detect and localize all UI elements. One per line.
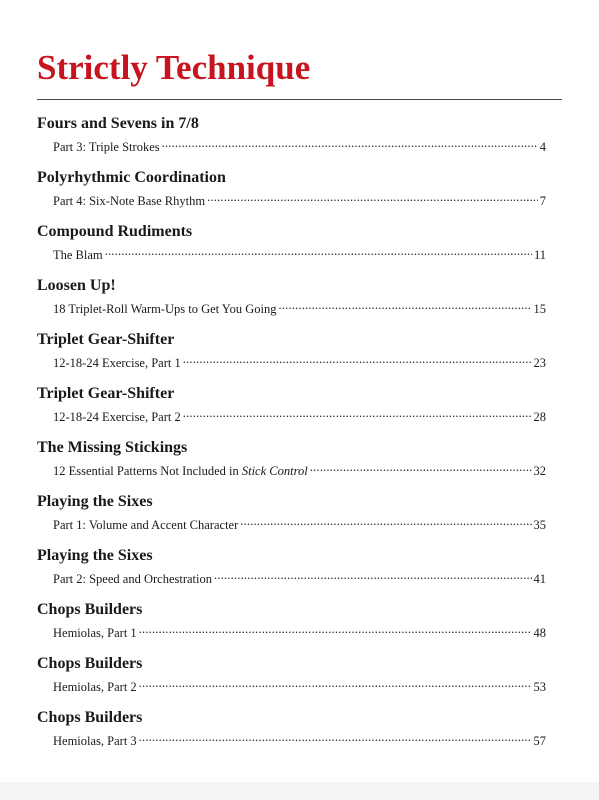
toc-entry-line (53, 405, 546, 424)
table-of-contents (37, 113, 546, 761)
toc-entry-heading: Fours and Sevens in 7/8 (37, 115, 199, 132)
toc-entry-line (53, 675, 546, 694)
dot-leader (278, 297, 531, 313)
toc-entry-heading: Triplet Gear-Shifter (37, 331, 175, 348)
toc-entry (37, 113, 546, 167)
toc-entry-line (53, 621, 546, 640)
dot-leader (139, 729, 532, 745)
toc-entry (37, 545, 546, 599)
dot-leader (105, 243, 532, 259)
toc-entry (37, 275, 546, 329)
toc-entry-line (53, 243, 546, 262)
toc-entry-page-number: 53 (533, 680, 546, 694)
toc-entry-subtitle: Part 2: Speed and Orchestration (53, 572, 212, 586)
toc-entry-page-number: 41 (533, 572, 546, 586)
dot-leader (207, 189, 538, 205)
dot-leader (139, 675, 532, 691)
toc-entry-page-number: 4 (539, 140, 546, 154)
toc-entry (37, 437, 546, 491)
dot-leader (214, 567, 532, 583)
toc-entry-line (53, 729, 546, 748)
dot-leader (240, 513, 531, 529)
toc-entry-page-number: 28 (533, 410, 546, 424)
toc-entry-subtitle: 18 Triplet-Roll Warm-Ups to Get You Going (53, 302, 277, 316)
toc-entry-page-number: 15 (533, 302, 546, 316)
toc-entry-subtitle (53, 463, 308, 479)
title-divider (37, 99, 562, 100)
toc-entry-line (53, 135, 546, 154)
page-title: Strictly Technique (37, 48, 311, 87)
toc-entry-subtitle: Hemiolas, Part 2 (53, 680, 137, 694)
toc-entry-subtitle: 12-18-24 Exercise, Part 1 (53, 356, 181, 370)
toc-entry-subtitle: The Blam (53, 248, 103, 262)
toc-entry (37, 221, 546, 275)
dot-leader (139, 621, 532, 637)
toc-entry-heading: Playing the Sixes (37, 547, 153, 564)
toc-entry-heading: Loosen Up! (37, 277, 116, 294)
toc-entry-subtitle-italic: Stick Control (241, 464, 308, 478)
toc-entry-page-number: 32 (533, 464, 546, 478)
toc-entry-heading: Chops Builders (37, 709, 143, 726)
page-bottom-margin (0, 782, 599, 800)
toc-entry-line (53, 567, 546, 586)
toc-entry-subtitle: Part 4: Six-Note Base Rhythm (53, 194, 206, 208)
toc-entry-line (53, 513, 546, 532)
toc-entry-heading: Triplet Gear-Shifter (37, 385, 175, 402)
toc-entry (37, 599, 546, 653)
toc-entry-line (53, 189, 546, 208)
toc-entry-page-number: 23 (533, 356, 546, 370)
toc-entry-heading: Polyrhythmic Coordination (37, 169, 226, 186)
toc-entry-heading: Compound Rudiments (37, 223, 193, 240)
toc-entry-subtitle: Hemiolas, Part 1 (53, 626, 137, 640)
toc-entry-page-number: 48 (533, 626, 546, 640)
toc-entry (37, 707, 546, 761)
toc-entry (37, 329, 546, 383)
dot-leader (310, 459, 532, 475)
toc-entry-page-number: 7 (539, 194, 546, 208)
toc-entry-heading: Playing the Sixes (37, 493, 153, 510)
toc-entry-line (53, 351, 546, 370)
toc-entry-subtitle-text: 12 Essential Patterns Not Included in (53, 464, 242, 478)
toc-entry-subtitle: 12-18-24 Exercise, Part 2 (53, 410, 181, 424)
toc-entry-line (53, 459, 546, 478)
dot-leader (162, 135, 538, 151)
toc-entry-subtitle: Part 1: Volume and Accent Character (53, 518, 239, 532)
toc-entry-heading: The Missing Stickings (37, 439, 188, 456)
toc-entry (37, 653, 546, 707)
toc-entry-line (53, 297, 546, 316)
toc-entry (37, 383, 546, 437)
toc-entry-heading: Chops Builders (37, 601, 143, 618)
toc-entry (37, 491, 546, 545)
toc-entry-subtitle: Hemiolas, Part 3 (53, 734, 137, 748)
dot-leader (183, 405, 532, 421)
toc-entry-page-number: 11 (533, 248, 546, 262)
toc-entry-page-number: 57 (533, 734, 546, 748)
toc-entry-subtitle: Part 3: Triple Strokes (53, 140, 160, 154)
toc-entry (37, 167, 546, 221)
dot-leader (183, 351, 532, 367)
toc-entry-page-number: 35 (533, 518, 546, 532)
toc-entry-heading: Chops Builders (37, 655, 143, 672)
